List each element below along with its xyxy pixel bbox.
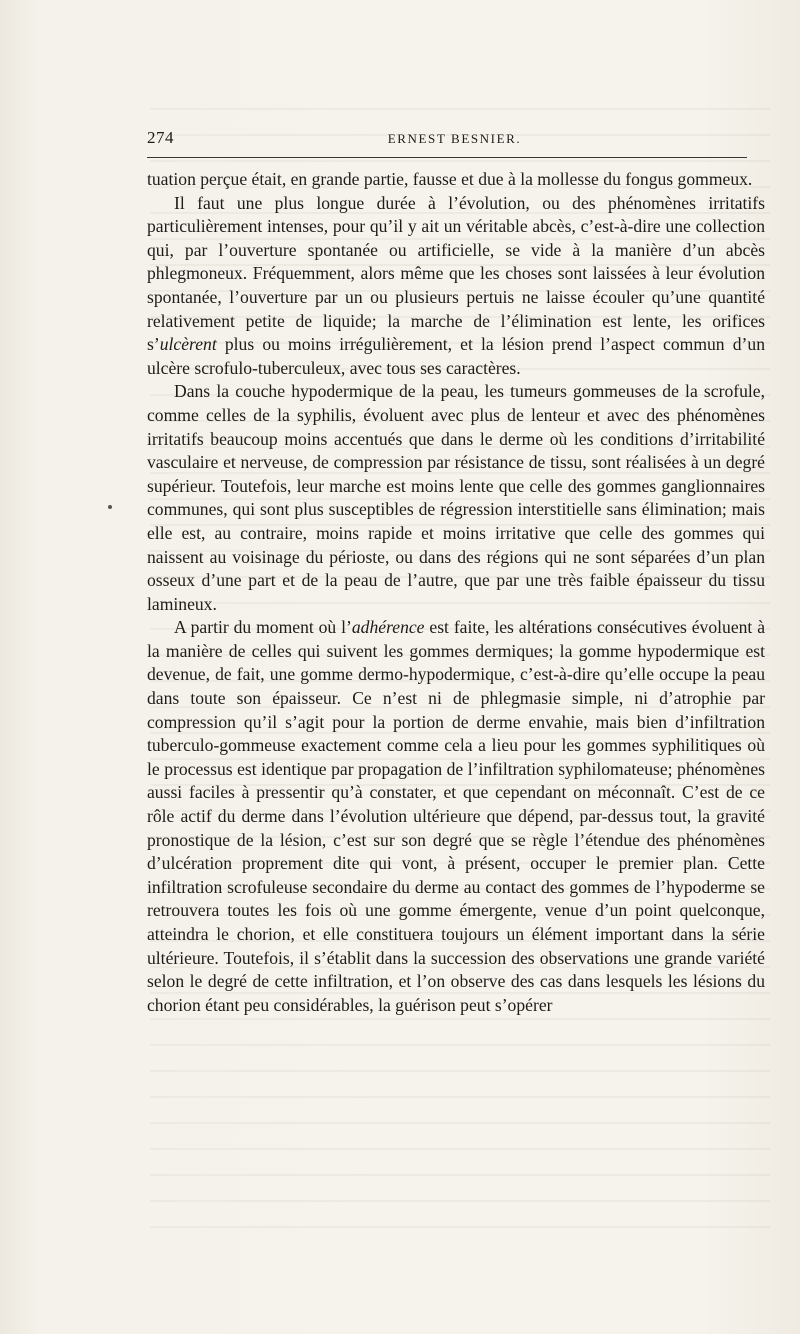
- paragraph-2-emphasis: ulcèrent: [159, 334, 217, 355]
- paragraph-4-part-a: A partir du moment où l’: [174, 617, 352, 638]
- paragraph-2: [147, 192, 765, 381]
- paragraph-3: Dans la couche hypodermique de la peau, les tumeurs gommeuses de la scrofule, comme celles de la syphilis, évoluent avec plus de lenteur et avec des phénomènes irritatifs beaucoup moins accentués que dans le derme où les conditions d’irritabilité vasculaire et nerveuse, de compression par résistance de tissu, sont réalisées à un degré supérieur. Toutefois, leur marche est moins lente que celle des gommes ganglionnaires communes, qui sont plus susceptibles de régression interstitielle sans élimination; mais elle est, au contraire, moins rapide et moins irritative que celle des gommes qui naissent au voisinage du périoste, ou dans des régions qui ne sont séparées d’un plan osseux d’une part et de la peau de l’autre, que par une très faible épaisseur du tissu lamineux.: [147, 381, 765, 614]
- page-number: 274: [147, 128, 174, 147]
- paragraph-4-emphasis: adhérence: [351, 617, 425, 638]
- header-rule: [147, 157, 747, 158]
- paragraph-2-part-b: plus ou moins irrégulièrement, et la lésion prend l’aspect commun d’un ulcère scrofulo-tuberculeux, avec tous ses caractères.: [147, 334, 765, 378]
- paragraph-4: [147, 616, 765, 1017]
- paragraph-1: tuation perçue était, en grande partie, fausse et due à la mollesse du fongus gommeux.: [147, 169, 753, 189]
- body-text: [147, 168, 765, 1017]
- page-header: [147, 128, 762, 152]
- paragraph-4-part-b: est faite, les altérations consécutives évoluent à la manière de celles qui suivent les gommes dermiques; la gomme hypodermique est devenue, de fait, une gomme dermo-hypodermique, c’est-à-dire qu’elle occupe la peau dans toute son épaisseur. Ce n’est ni de phlegmasie simple, ni d’atrophie par compression qu’il s’agit pour la portion de derme envahie, mais bien d’infiltration tuberculo-gommeuse exactement comme cela a lieu pour les gommes syphilitiques où le processus est identique par propagation de l’infiltration syphilomateuse; phénomènes aussi faciles à pressentir qu’à constater, et que cependant on méconnaît. C’est de ce rôle actif du derme dans l’évolution ultérieure que dépend, par-dessus tout, la gravité pronostique de la lésion, c’est sur son degré que se règle l’étendue des phénomènes d’ulcération proprement dite qui vont, à présent, occuper le premier plan. Cette infiltration scrofuleuse secondaire du derme au contact des gommes de l’hypoderme se retrouvera toutes les fois où une gomme émergente, venue d’un point quelconque, atteindra le chorion, et elle constituera toujours un élément important dans la série ultérieure. Toutefois, il s’établit dans la succession des observations une grande variété selon le degré de cette infiltration, et l’on observe des cas dans lesquels les lésions du chorion étant peu considérables, la guérison peut s’opérer: [147, 617, 766, 1015]
- running-head: ERNEST BESNIER.: [387, 131, 522, 146]
- ink-speck: [108, 505, 112, 509]
- paragraph-2-part-a: Il faut une plus longue durée à l’évolution, ou des phénomènes irritatifs particulièrement intenses, pour qu’il y ait un véritable abcès, c’est-à-dire une collection qui, par l’ouverture spontanée ou artificielle, se vide à la manière d’un abcès phlegmoneux. Fréquemment, alors même que les choses sont laissées à leur évolution spontanée, l’ouverture par un ou plusieurs pertuis ne laisse écouler qu’une quantité relativement petite de liquide; la marche de l’élimination est lente, les orifices s’: [147, 192, 765, 355]
